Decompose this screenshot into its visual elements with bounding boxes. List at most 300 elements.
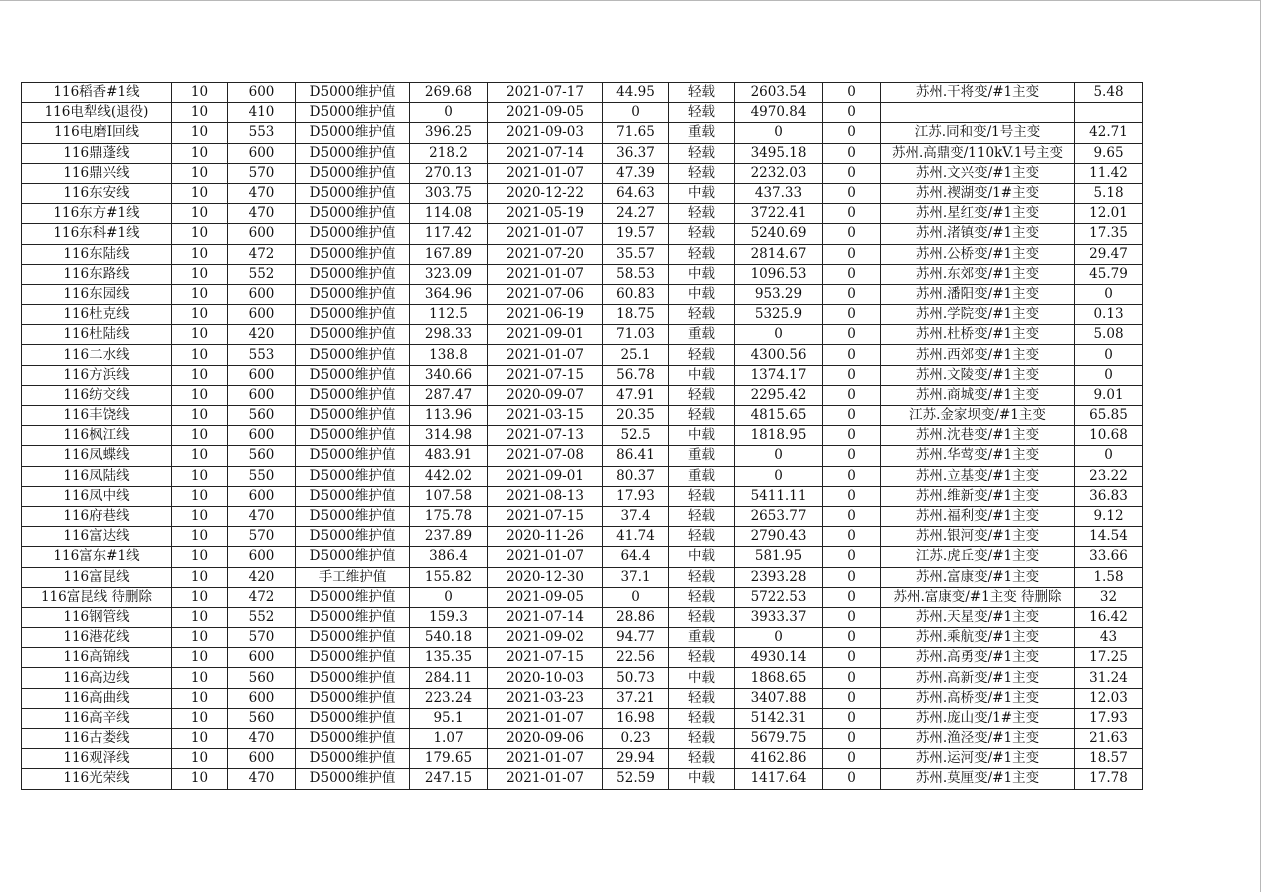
- cell-load-rate: 35.57: [603, 244, 669, 264]
- cell-rated-current: 570: [228, 163, 296, 183]
- cell-maintenance-source: D5000维护值: [296, 668, 410, 688]
- cell-load-rate: 41.74: [603, 527, 669, 547]
- cell-current-value: 135.35: [410, 648, 488, 668]
- cell-date: 2021-07-15: [488, 506, 603, 526]
- cell-maintenance-source: D5000维护值: [296, 426, 410, 446]
- cell-current-value: 223.24: [410, 688, 488, 708]
- cell-margin: 5240.69: [735, 224, 823, 244]
- table-row: [22, 163, 1143, 183]
- cell-maintenance-source: D5000维护值: [296, 648, 410, 668]
- cell-transformer: 苏州.西郊变/#1主变: [881, 345, 1075, 365]
- cell-transformer-load-rate: 0: [1075, 365, 1143, 385]
- page-border-top: [0, 0, 1261, 1]
- cell-load-status: 轻载: [669, 143, 735, 163]
- cell-maintenance-source: D5000维护值: [296, 527, 410, 547]
- cell-voltage: 10: [172, 769, 228, 789]
- cell-transformer: 苏州.干将变/#1主变: [881, 83, 1075, 103]
- cell-count: 0: [823, 688, 881, 708]
- cell-load-rate: 58.53: [603, 264, 669, 284]
- cell-load-status: 中载: [669, 547, 735, 567]
- cell-transformer-load-rate: 10.68: [1075, 426, 1143, 446]
- cell-voltage: 10: [172, 587, 228, 607]
- cell-date: 2021-05-19: [488, 204, 603, 224]
- cell-transformer-load-rate: 21.63: [1075, 729, 1143, 749]
- cell-margin: 1818.95: [735, 426, 823, 446]
- cell-transformer: 苏州.文兴变/#1主变: [881, 163, 1075, 183]
- cell-line-name: 116东陆线: [22, 244, 172, 264]
- cell-transformer: 苏州.富康变/#1主变: [881, 567, 1075, 587]
- cell-load-rate: 22.56: [603, 648, 669, 668]
- cell-transformer-load-rate: 0: [1075, 345, 1143, 365]
- cell-maintenance-source: D5000维护值: [296, 466, 410, 486]
- cell-load-rate: 28.86: [603, 607, 669, 627]
- cell-transformer-load-rate: 42.71: [1075, 123, 1143, 143]
- cell-maintenance-source: 手工维护值: [296, 567, 410, 587]
- table-row: [22, 204, 1143, 224]
- cell-transformer: 苏州.庞山变/1#主变: [881, 708, 1075, 728]
- cell-maintenance-source: D5000维护值: [296, 224, 410, 244]
- cell-load-rate: 16.98: [603, 708, 669, 728]
- cell-voltage: 10: [172, 607, 228, 627]
- cell-load-rate: 25.1: [603, 345, 669, 365]
- cell-current-value: 175.78: [410, 506, 488, 526]
- cell-maintenance-source: D5000维护值: [296, 406, 410, 426]
- cell-load-status: 轻载: [669, 587, 735, 607]
- cell-maintenance-source: D5000维护值: [296, 123, 410, 143]
- cell-current-value: 1.07: [410, 729, 488, 749]
- cell-load-status: 轻载: [669, 385, 735, 405]
- cell-line-name: 116东园线: [22, 284, 172, 304]
- cell-load-rate: 37.1: [603, 567, 669, 587]
- table-row: [22, 305, 1143, 325]
- cell-load-rate: 52.59: [603, 769, 669, 789]
- cell-load-status: 中载: [669, 668, 735, 688]
- cell-transformer: 苏州.禊湖变/1#主变: [881, 183, 1075, 203]
- cell-load-rate: 0: [603, 587, 669, 607]
- cell-transformer-load-rate: 1.58: [1075, 567, 1143, 587]
- cell-load-rate: 80.37: [603, 466, 669, 486]
- cell-margin: 1374.17: [735, 365, 823, 385]
- cell-load-rate: 56.78: [603, 365, 669, 385]
- cell-line-name: 116富达线: [22, 527, 172, 547]
- cell-transformer: 苏州.商城变/#1主变: [881, 385, 1075, 405]
- cell-line-name: 116鼎蓬线: [22, 143, 172, 163]
- cell-transformer-load-rate: [1075, 103, 1143, 123]
- cell-current-value: 340.66: [410, 365, 488, 385]
- cell-line-name: 116光荣线: [22, 769, 172, 789]
- cell-voltage: 10: [172, 163, 228, 183]
- cell-voltage: 10: [172, 224, 228, 244]
- cell-date: 2021-01-07: [488, 345, 603, 365]
- cell-current-value: 117.42: [410, 224, 488, 244]
- cell-load-status: 中载: [669, 769, 735, 789]
- cell-date: 2020-11-26: [488, 527, 603, 547]
- cell-date: 2021-01-07: [488, 749, 603, 769]
- cell-line-name: 116凤中线: [22, 486, 172, 506]
- cell-count: 0: [823, 466, 881, 486]
- cell-margin: 2790.43: [735, 527, 823, 547]
- cell-count: 0: [823, 284, 881, 304]
- table-row: [22, 426, 1143, 446]
- cell-line-name: 116府巷线: [22, 506, 172, 526]
- cell-transformer: 苏州.高桥变/#1主变: [881, 688, 1075, 708]
- cell-line-name: 116稻香#1线: [22, 83, 172, 103]
- cell-transformer-load-rate: 17.78: [1075, 769, 1143, 789]
- cell-voltage: 10: [172, 143, 228, 163]
- cell-line-name: 116富昆线: [22, 567, 172, 587]
- cell-margin: 1096.53: [735, 264, 823, 284]
- cell-voltage: 10: [172, 688, 228, 708]
- cell-transformer-load-rate: 11.42: [1075, 163, 1143, 183]
- cell-rated-current: 560: [228, 668, 296, 688]
- cell-rated-current: 600: [228, 305, 296, 325]
- table-row: [22, 284, 1143, 304]
- cell-count: 0: [823, 305, 881, 325]
- cell-voltage: 10: [172, 83, 228, 103]
- table-row: [22, 345, 1143, 365]
- cell-margin: 437.33: [735, 183, 823, 203]
- cell-line-name: 116高锦线: [22, 648, 172, 668]
- cell-maintenance-source: D5000维护值: [296, 446, 410, 466]
- table-row: [22, 264, 1143, 284]
- cell-count: 0: [823, 83, 881, 103]
- cell-rated-current: 560: [228, 708, 296, 728]
- cell-voltage: 10: [172, 406, 228, 426]
- cell-maintenance-source: D5000维护值: [296, 345, 410, 365]
- cell-count: 0: [823, 708, 881, 728]
- cell-load-rate: 0: [603, 103, 669, 123]
- cell-rated-current: 550: [228, 466, 296, 486]
- cell-transformer-load-rate: 17.25: [1075, 648, 1143, 668]
- table-row: [22, 628, 1143, 648]
- table-row: [22, 486, 1143, 506]
- cell-voltage: 10: [172, 466, 228, 486]
- cell-load-status: 轻载: [669, 527, 735, 547]
- cell-load-status: 轻载: [669, 567, 735, 587]
- cell-count: 0: [823, 183, 881, 203]
- table-row: [22, 143, 1143, 163]
- cell-voltage: 10: [172, 547, 228, 567]
- table-row: [22, 325, 1143, 345]
- cell-transformer-load-rate: 36.83: [1075, 486, 1143, 506]
- cell-line-name: 116凤蝶线: [22, 446, 172, 466]
- cell-rated-current: 470: [228, 769, 296, 789]
- cell-voltage: 10: [172, 244, 228, 264]
- cell-margin: 2393.28: [735, 567, 823, 587]
- cell-transformer-load-rate: 31.24: [1075, 668, 1143, 688]
- cell-rated-current: 470: [228, 204, 296, 224]
- cell-current-value: 159.3: [410, 607, 488, 627]
- cell-line-name: 116港花线: [22, 628, 172, 648]
- cell-transformer: 苏州.华莺变/#1主变: [881, 446, 1075, 466]
- cell-maintenance-source: D5000维护值: [296, 305, 410, 325]
- table-row: [22, 527, 1143, 547]
- table-row: [22, 668, 1143, 688]
- cell-count: 0: [823, 506, 881, 526]
- cell-load-rate: 24.27: [603, 204, 669, 224]
- cell-current-value: 303.75: [410, 183, 488, 203]
- cell-current-value: 284.11: [410, 668, 488, 688]
- cell-transformer-load-rate: 0: [1075, 284, 1143, 304]
- cell-maintenance-source: D5000维护值: [296, 325, 410, 345]
- cell-margin: 2653.77: [735, 506, 823, 526]
- cell-rated-current: 600: [228, 749, 296, 769]
- cell-line-name: 116纺交线: [22, 385, 172, 405]
- cell-rated-current: 600: [228, 143, 296, 163]
- cell-count: 0: [823, 729, 881, 749]
- cell-maintenance-source: D5000维护值: [296, 688, 410, 708]
- cell-date: 2021-08-13: [488, 486, 603, 506]
- cell-transformer: 苏州.公桥变/#1主变: [881, 244, 1075, 264]
- cell-line-name: 116电磨Ⅰ回线: [22, 123, 172, 143]
- cell-voltage: 10: [172, 264, 228, 284]
- cell-count: 0: [823, 406, 881, 426]
- cell-date: 2020-12-30: [488, 567, 603, 587]
- cell-transformer: 苏州.乘航变/#1主变: [881, 628, 1075, 648]
- cell-count: 0: [823, 244, 881, 264]
- line-load-table: [21, 82, 1143, 790]
- cell-load-rate: 19.57: [603, 224, 669, 244]
- table-row: [22, 708, 1143, 728]
- table-row: [22, 769, 1143, 789]
- cell-count: 0: [823, 103, 881, 123]
- cell-transformer-load-rate: 18.57: [1075, 749, 1143, 769]
- cell-current-value: 0: [410, 103, 488, 123]
- cell-current-value: 167.89: [410, 244, 488, 264]
- cell-line-name: 116高边线: [22, 668, 172, 688]
- cell-rated-current: 420: [228, 325, 296, 345]
- cell-line-name: 116富昆线 待删除: [22, 587, 172, 607]
- cell-maintenance-source: D5000维护值: [296, 264, 410, 284]
- cell-count: 0: [823, 426, 881, 446]
- cell-transformer: 苏州.沈巷变/#1主变: [881, 426, 1075, 446]
- cell-maintenance-source: D5000维护值: [296, 628, 410, 648]
- cell-date: 2020-09-07: [488, 385, 603, 405]
- cell-line-name: 116凤陆线: [22, 466, 172, 486]
- table-row: [22, 123, 1143, 143]
- cell-current-value: 298.33: [410, 325, 488, 345]
- cell-line-name: 116杜陆线: [22, 325, 172, 345]
- cell-line-name: 116观泽线: [22, 749, 172, 769]
- cell-current-value: 114.08: [410, 204, 488, 224]
- cell-transformer: 江苏.虎丘变/#1主变: [881, 547, 1075, 567]
- cell-maintenance-source: D5000维护值: [296, 607, 410, 627]
- cell-transformer: 苏州.高新变/#1主变: [881, 668, 1075, 688]
- cell-date: 2020-12-22: [488, 183, 603, 203]
- cell-rated-current: 472: [228, 587, 296, 607]
- cell-voltage: 10: [172, 284, 228, 304]
- cell-transformer: 江苏.金家坝变/#1主变: [881, 406, 1075, 426]
- cell-count: 0: [823, 587, 881, 607]
- cell-load-rate: 71.03: [603, 325, 669, 345]
- cell-current-value: 179.65: [410, 749, 488, 769]
- cell-load-status: 轻载: [669, 406, 735, 426]
- cell-margin: 4162.86: [735, 749, 823, 769]
- cell-margin: 3722.41: [735, 204, 823, 224]
- cell-margin: 4970.84: [735, 103, 823, 123]
- cell-margin: 4930.14: [735, 648, 823, 668]
- cell-current-value: 0: [410, 587, 488, 607]
- cell-margin: 581.95: [735, 547, 823, 567]
- cell-margin: 0: [735, 628, 823, 648]
- cell-transformer-load-rate: 12.03: [1075, 688, 1143, 708]
- cell-margin: 5722.53: [735, 587, 823, 607]
- cell-maintenance-source: D5000维护值: [296, 365, 410, 385]
- cell-count: 0: [823, 486, 881, 506]
- cell-line-name: 116丰饶线: [22, 406, 172, 426]
- cell-transformer-load-rate: 33.66: [1075, 547, 1143, 567]
- cell-transformer: 苏州.高勇变/#1主变: [881, 648, 1075, 668]
- cell-margin: 0: [735, 446, 823, 466]
- cell-transformer: 苏州.天星变/#1主变: [881, 607, 1075, 627]
- cell-count: 0: [823, 446, 881, 466]
- table-row: [22, 446, 1143, 466]
- cell-load-rate: 64.63: [603, 183, 669, 203]
- cell-line-name: 116枫江线: [22, 426, 172, 446]
- table-row: [22, 365, 1143, 385]
- cell-current-value: 323.09: [410, 264, 488, 284]
- cell-line-name: 116东科#1线: [22, 224, 172, 244]
- cell-voltage: 10: [172, 749, 228, 769]
- cell-load-status: 中载: [669, 183, 735, 203]
- cell-date: 2020-09-06: [488, 729, 603, 749]
- cell-margin: 4300.56: [735, 345, 823, 365]
- cell-transformer: [881, 103, 1075, 123]
- cell-margin: 0: [735, 466, 823, 486]
- cell-load-status: 重载: [669, 446, 735, 466]
- cell-load-status: 重载: [669, 466, 735, 486]
- cell-line-name: 116高曲线: [22, 688, 172, 708]
- cell-transformer-load-rate: 17.35: [1075, 224, 1143, 244]
- cell-voltage: 10: [172, 708, 228, 728]
- cell-current-value: 287.47: [410, 385, 488, 405]
- cell-date: 2021-07-17: [488, 83, 603, 103]
- cell-load-status: 中载: [669, 365, 735, 385]
- cell-maintenance-source: D5000维护值: [296, 143, 410, 163]
- cell-date: 2021-07-08: [488, 446, 603, 466]
- cell-count: 0: [823, 668, 881, 688]
- cell-date: 2021-01-07: [488, 708, 603, 728]
- cell-load-rate: 50.73: [603, 668, 669, 688]
- cell-margin: 2814.67: [735, 244, 823, 264]
- cell-voltage: 10: [172, 305, 228, 325]
- cell-rated-current: 600: [228, 486, 296, 506]
- cell-line-name: 116高辛线: [22, 708, 172, 728]
- cell-count: 0: [823, 123, 881, 143]
- cell-date: 2021-09-05: [488, 103, 603, 123]
- cell-transformer-load-rate: 23.22: [1075, 466, 1143, 486]
- cell-transformer: 苏州.莫厘变/#1主变: [881, 769, 1075, 789]
- cell-maintenance-source: D5000维护值: [296, 83, 410, 103]
- cell-current-value: 442.02: [410, 466, 488, 486]
- cell-voltage: 10: [172, 668, 228, 688]
- table-row: [22, 749, 1143, 769]
- cell-transformer: 苏州.星红变/#1主变: [881, 204, 1075, 224]
- table-body: [22, 83, 1143, 790]
- cell-load-rate: 52.5: [603, 426, 669, 446]
- cell-load-status: 重载: [669, 123, 735, 143]
- cell-count: 0: [823, 345, 881, 365]
- cell-date: 2021-07-20: [488, 244, 603, 264]
- cell-count: 0: [823, 527, 881, 547]
- cell-rated-current: 470: [228, 506, 296, 526]
- cell-transformer: 苏州.高鼎变/110kV.1号主变: [881, 143, 1075, 163]
- cell-voltage: 10: [172, 385, 228, 405]
- cell-current-value: 107.58: [410, 486, 488, 506]
- cell-maintenance-source: D5000维护值: [296, 506, 410, 526]
- cell-maintenance-source: D5000维护值: [296, 769, 410, 789]
- cell-maintenance-source: D5000维护值: [296, 204, 410, 224]
- cell-current-value: 386.4: [410, 547, 488, 567]
- cell-rated-current: 560: [228, 446, 296, 466]
- cell-count: 0: [823, 143, 881, 163]
- cell-rated-current: 570: [228, 527, 296, 547]
- cell-load-status: 轻载: [669, 224, 735, 244]
- cell-transformer-load-rate: 5.08: [1075, 325, 1143, 345]
- cell-transformer-load-rate: 29.47: [1075, 244, 1143, 264]
- cell-transformer-load-rate: 43: [1075, 628, 1143, 648]
- cell-margin: 5325.9: [735, 305, 823, 325]
- cell-rated-current: 600: [228, 688, 296, 708]
- cell-rated-current: 600: [228, 365, 296, 385]
- cell-rated-current: 552: [228, 607, 296, 627]
- cell-count: 0: [823, 325, 881, 345]
- cell-load-rate: 86.41: [603, 446, 669, 466]
- cell-load-status: 中载: [669, 426, 735, 446]
- cell-margin: 5679.75: [735, 729, 823, 749]
- cell-date: 2021-01-07: [488, 163, 603, 183]
- cell-margin: 2232.03: [735, 163, 823, 183]
- cell-voltage: 10: [172, 183, 228, 203]
- table-row: [22, 103, 1143, 123]
- cell-date: 2021-09-01: [488, 325, 603, 345]
- cell-transformer-load-rate: 16.42: [1075, 607, 1143, 627]
- cell-transformer-load-rate: 0.13: [1075, 305, 1143, 325]
- table-row: [22, 224, 1143, 244]
- cell-transformer-load-rate: 9.65: [1075, 143, 1143, 163]
- cell-maintenance-source: D5000维护值: [296, 385, 410, 405]
- cell-margin: 3933.37: [735, 607, 823, 627]
- table-row: [22, 607, 1143, 627]
- cell-current-value: 247.15: [410, 769, 488, 789]
- cell-transformer-load-rate: 32: [1075, 587, 1143, 607]
- cell-maintenance-source: D5000维护值: [296, 729, 410, 749]
- cell-transformer-load-rate: 65.85: [1075, 406, 1143, 426]
- cell-load-status: 轻载: [669, 688, 735, 708]
- cell-transformer: 苏州.福利变/#1主变: [881, 506, 1075, 526]
- cell-transformer-load-rate: 9.12: [1075, 506, 1143, 526]
- table-row: [22, 385, 1143, 405]
- cell-date: 2021-03-23: [488, 688, 603, 708]
- cell-margin: 953.29: [735, 284, 823, 304]
- cell-rated-current: 600: [228, 385, 296, 405]
- cell-load-rate: 47.91: [603, 385, 669, 405]
- cell-load-rate: 37.21: [603, 688, 669, 708]
- cell-margin: 3407.88: [735, 688, 823, 708]
- cell-load-rate: 29.94: [603, 749, 669, 769]
- cell-line-name: 116东路线: [22, 264, 172, 284]
- cell-date: 2021-09-03: [488, 123, 603, 143]
- cell-line-name: 116东安线: [22, 183, 172, 203]
- cell-date: 2021-01-07: [488, 224, 603, 244]
- cell-transformer: 苏州.银河变/#1主变: [881, 527, 1075, 547]
- cell-date: 2021-09-01: [488, 466, 603, 486]
- cell-voltage: 10: [172, 628, 228, 648]
- cell-rated-current: 553: [228, 345, 296, 365]
- cell-margin: 5411.11: [735, 486, 823, 506]
- cell-rated-current: 470: [228, 729, 296, 749]
- cell-voltage: 10: [172, 567, 228, 587]
